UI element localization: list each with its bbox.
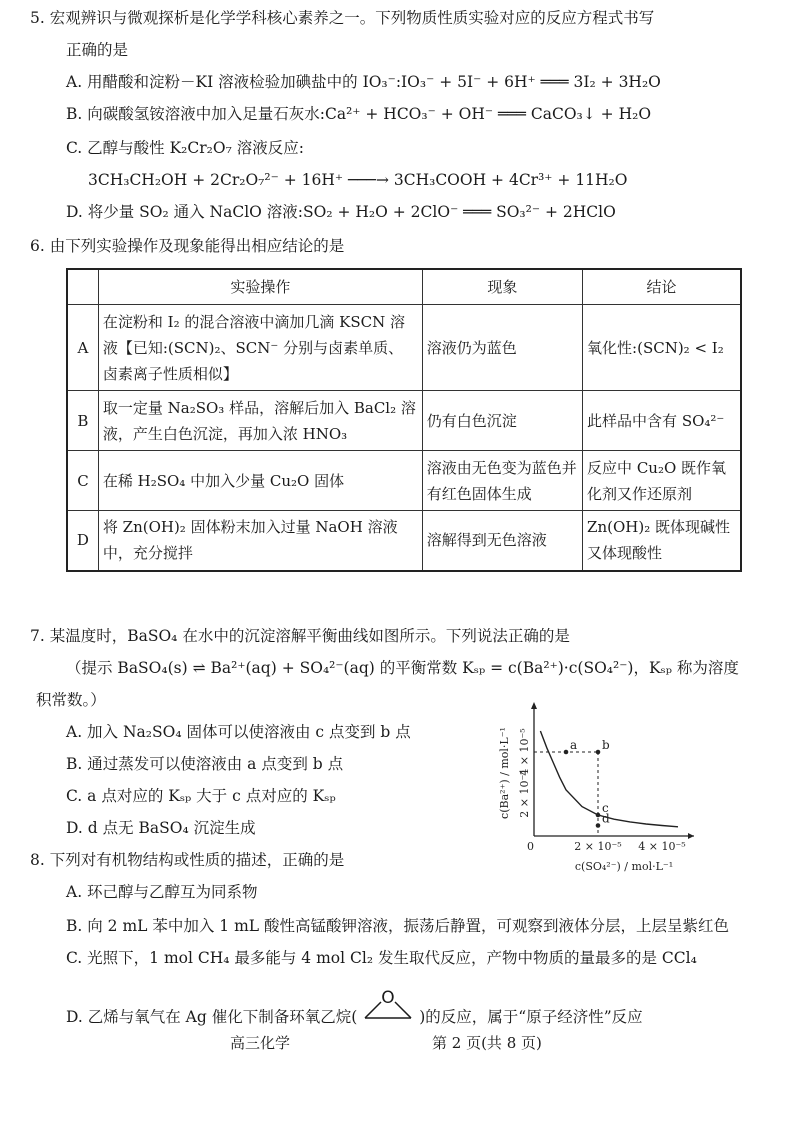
table-header-blank (67, 269, 98, 305)
table-row (67, 511, 741, 571)
row-label: B (67, 391, 98, 451)
table-row (67, 305, 741, 391)
q6-table (66, 268, 742, 572)
row-label: A (67, 305, 98, 391)
q8-option-d (66, 988, 643, 1028)
row-phenomenon: 溶液仍为蓝色 (422, 305, 582, 391)
row-operation: 取一定量 Na₂SO₃ 样品，溶解后加入 BaCl₂ 溶液，产生白色沉淀，再加入浓 HNO₃ (98, 391, 422, 451)
q7-stem: 7. 某温度时，BaSO₄ 在水中的沉淀溶解平衡曲线如图所示。下列说法正确的是 (30, 627, 570, 645)
table-row (67, 391, 741, 451)
epoxide-oxygen-label: O (381, 988, 395, 1008)
y-tick-label: 2 × 10⁻⁵ (518, 770, 531, 818)
q7-option-a: A. 加入 Na₂SO₄ 固体可以使溶液由 c 点变到 b 点 (66, 723, 411, 741)
x-axis-label: c(SO₄²⁻) / mol·L⁻¹ (574, 860, 674, 873)
row-phenomenon: 溶解得到无色溶液 (422, 511, 582, 571)
q8-option-d-text-before: D. 乙烯与氧气在 Ag 催化下制备环氧乙烷( (66, 1008, 358, 1026)
row-conclusion: 氧化性:(SCN)₂ < I₂ (583, 305, 741, 391)
q8-stem: 8. 下列对有机物结构或性质的描述，正确的是 (30, 851, 345, 869)
point-label-b: b (602, 738, 610, 752)
q7-option-d: D. d 点无 BaSO₄ 沉淀生成 (66, 819, 256, 837)
x-tick-label: 0 (527, 840, 534, 853)
table-header-row (67, 269, 741, 305)
ksp-chart (486, 700, 706, 885)
data-point-c (596, 813, 601, 818)
data-point-d (596, 823, 601, 828)
point-label-d: d (602, 811, 610, 826)
row-conclusion: Zn(OH)₂ 既体现碱性又体现酸性 (583, 511, 741, 571)
q6-stem: 6. 由下列实验操作及现象能得出相应结论的是 (30, 237, 345, 255)
q8-option-d-text-after: )的反应，属于“原子经济性”反应 (419, 1008, 643, 1026)
table-row (67, 451, 741, 511)
row-operation: 将 Zn(OH)₂ 固体粉末加入过量 NaOH 溶液中，充分搅拌 (98, 511, 422, 571)
footer-subject: 高三化学 (230, 1034, 291, 1052)
q5-option-b: B. 向碳酸氢铵溶液中加入足量石灰水:Ca²⁺ + HCO₃⁻ + OH⁻ ═══ CaCO₃↓ + H₂O (66, 105, 652, 123)
q7-hint-line1: （提示 BaSO₄(s) ⇌ Ba²⁺(aq) + SO₄²⁻(aq) 的平衡常数 Kₛₚ = c(Ba²⁺)·c(SO₄²⁻)，Kₛₚ 称为溶度 (66, 659, 739, 677)
row-label: C (67, 451, 98, 511)
epoxide-structure (357, 988, 419, 1028)
ksp-chart-svg (486, 700, 706, 885)
q5-option-a: A. 用醋酸和淀粉－KI 溶液检验加碘盐中的 IO₃⁻:IO₃⁻ + 5I⁻ + 6H⁺ ═══ 3I₂ + 3H₂O (66, 73, 661, 91)
q7-option-b: B. 通过蒸发可以使溶液由 a 点变到 b 点 (66, 755, 344, 773)
point-label-c: c (602, 801, 609, 815)
row-phenomenon: 仍有白色沉淀 (422, 391, 582, 451)
row-phenomenon: 溶液由无色变为蓝色并有红色固体生成 (422, 451, 582, 511)
q7-option-c: C. a 点对应的 Kₛₚ 大于 c 点对应的 Kₛₚ (66, 787, 336, 805)
row-operation: 在淀粉和 I₂ 的混合溶液中滴加几滴 KSCN 溶液【已知:(SCN)₂、SCN⁻ 分别与卤素单质、卤素离子性质相似】 (98, 305, 422, 391)
q5-option-c-equation: 3CH₃CH₂OH + 2Cr₂O₇²⁻ + 16H⁺ ───→ 3CH₃COOH + 4Cr³⁺ + 11H₂O (88, 171, 628, 189)
data-point-a (564, 750, 569, 755)
q5-option-d: D. 将少量 SO₂ 通入 NaClO 溶液:SO₂ + H₂O + 2ClO⁻ ═══ SO₃²⁻ + 2HClO (66, 203, 616, 221)
q7-hint-line2: 积常数。） (36, 691, 106, 709)
x-tick-label: 4 × 10⁻⁵ (638, 840, 686, 853)
table-header-operation: 实验操作 (98, 269, 422, 305)
row-operation: 在稀 H₂SO₄ 中加入少量 Cu₂O 固体 (98, 451, 422, 511)
y-tick-label: 4 × 10⁻⁵ (518, 728, 531, 776)
q8-option-a: A. 环己醇与乙醇互为同系物 (66, 883, 258, 901)
epoxide-ring-icon (357, 988, 419, 1022)
point-label-a: a (570, 738, 578, 752)
q5-option-c: C. 乙醇与酸性 K₂Cr₂O₇ 溶液反应: (66, 139, 304, 157)
x-tick-label: 2 × 10⁻⁵ (574, 840, 622, 853)
data-point-b (596, 750, 601, 755)
footer-page-number: 第 2 页(共 8 页) (432, 1034, 542, 1052)
table-header-conclusion: 结论 (583, 269, 741, 305)
q8-option-b: B. 向 2 mL 苯中加入 1 mL 酸性高锰酸钾溶液，振荡后静置，可观察到液体分层，上层呈紫红色 (66, 917, 730, 935)
row-conclusion: 此样品中含有 SO₄²⁻ (583, 391, 741, 451)
q5-stem: 5. 宏观辨识与微观探析是化学学科核心素养之一。下列物质性质实验对应的反应方程式书写 (30, 9, 655, 27)
q8-option-c: C. 光照下，1 mol CH₄ 最多能与 4 mol Cl₂ 发生取代反应，产物中物质的量最多的是 CCl₄ (66, 949, 697, 967)
y-axis-arrow-icon (531, 702, 537, 709)
y-axis-label: c(Ba²⁺) / mol·L⁻¹ (498, 727, 511, 819)
row-label: D (67, 511, 98, 571)
q5-stem-cont: 正确的是 (66, 41, 129, 59)
row-conclusion: 反应中 Cu₂O 既作氧化剂又作还原剂 (583, 451, 741, 511)
x-axis-arrow-icon (688, 833, 694, 839)
table-header-phenomenon: 现象 (422, 269, 582, 305)
